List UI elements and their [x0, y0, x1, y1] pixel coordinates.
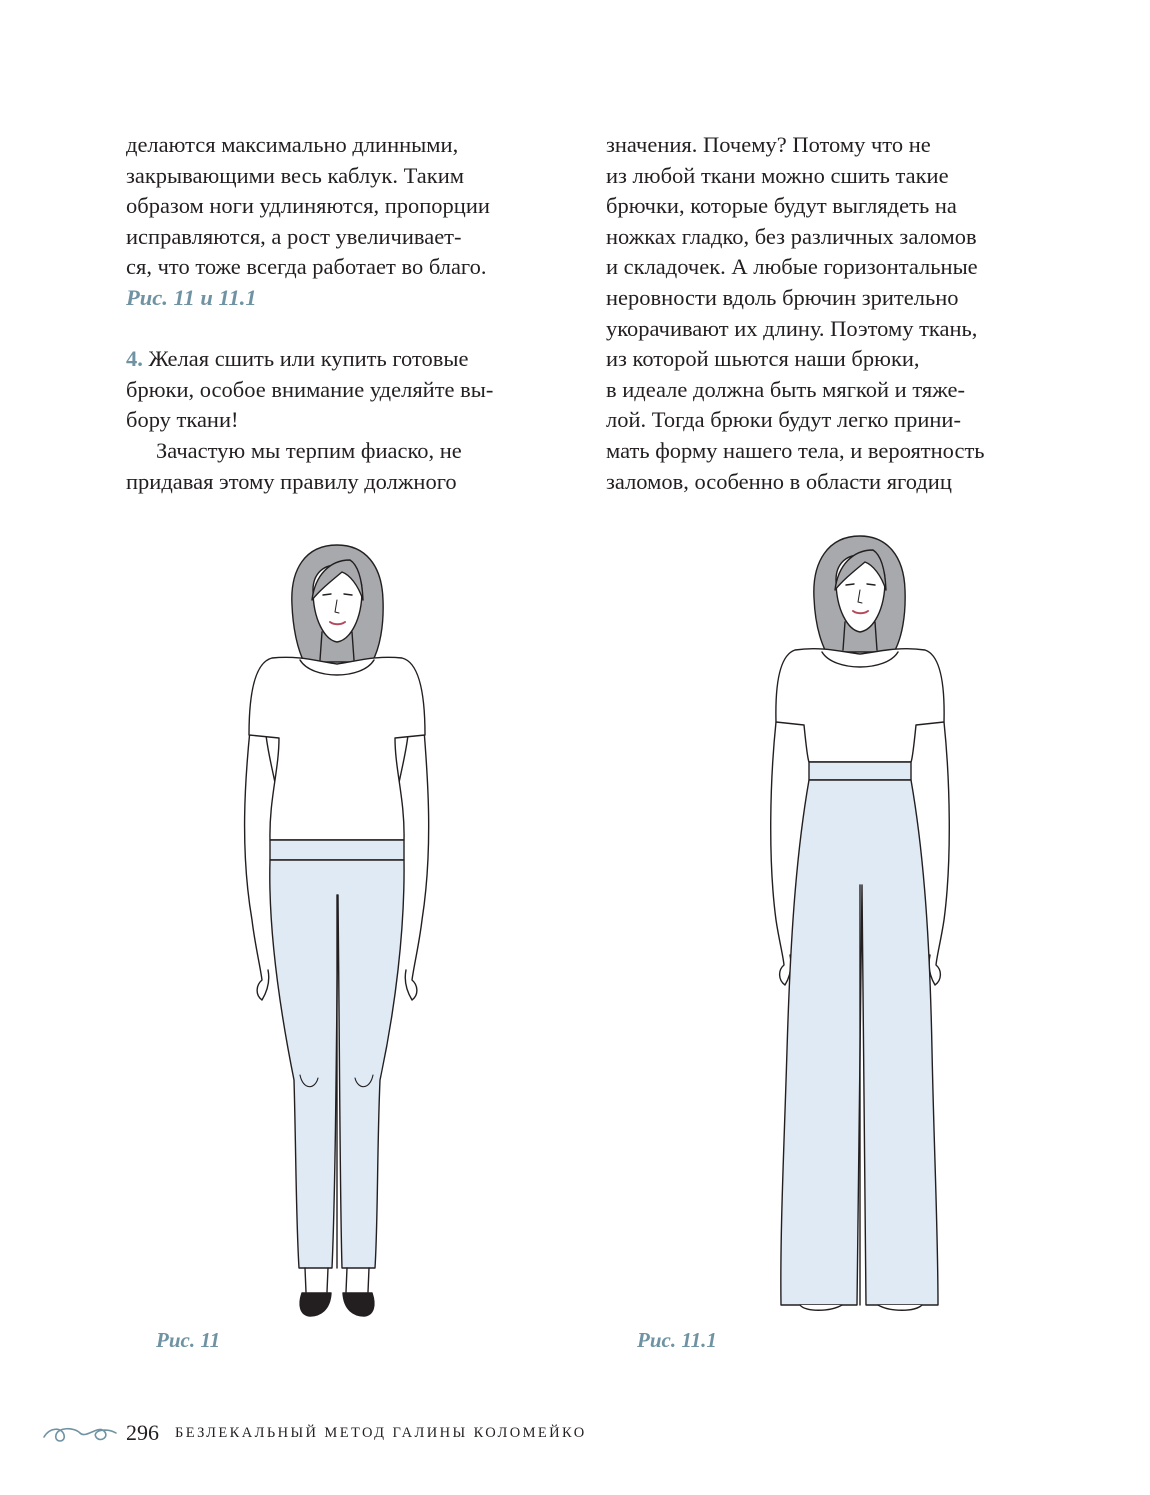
figure-caption: Рис. 11.1	[637, 1328, 717, 1352]
text-line: укорачивают их длину. Поэтому ткань,	[606, 315, 978, 341]
text-line: Зачастую мы терпим фиаско, не	[156, 437, 462, 463]
figure-slim-pants-illustration	[225, 540, 455, 1330]
running-title: БЕЗЛЕКАЛЬНЫЙ МЕТОД ГАЛИНЫ КОЛОМЕЙКО	[175, 1424, 587, 1441]
flourish-ornament-icon	[40, 1419, 120, 1447]
text-line: Желая сшить или купить готовые	[142, 346, 469, 372]
text-line: делаются максимально длинными,	[126, 132, 459, 157]
left-column	[126, 130, 576, 497]
text-line: в идеале должна быть мягкой и тяже-	[606, 376, 965, 402]
text-line: мать форму нашего тела, и вероятность	[606, 437, 985, 463]
text-line: ся, что тоже всегда работает во благо.	[126, 254, 487, 280]
text-line: закрывающими весь каблук. Таким	[126, 162, 464, 188]
text-line: брючки, которые будут выглядеть на	[606, 193, 957, 219]
figure-wide-pants-illustration	[760, 530, 960, 1320]
text-line: лой. Тогда брюки будут легко прини-	[606, 407, 961, 433]
text-line: брюки, особое внимание уделяйте вы-	[126, 376, 494, 402]
numbered-paragraph-start	[126, 344, 576, 375]
figure-caption: Рис. 11	[156, 1328, 221, 1352]
item-number: 4.	[126, 346, 143, 372]
page-number: 296	[126, 1420, 159, 1445]
right-column	[606, 130, 1066, 497]
text-line: придавая этому правилу должного	[126, 468, 457, 494]
text-line: исправляются, а рост увеличивает-	[126, 223, 462, 249]
text-line: ножках гладко, без различных заломов	[606, 223, 977, 249]
text-line: неровности вдоль брючин зрительно	[606, 284, 959, 310]
text-line: и складочек. А любые горизонтальные	[606, 254, 978, 280]
text-line: значения. Почему? Потому что не	[606, 132, 931, 157]
text-line: бору ткани!	[126, 407, 239, 433]
text-line: образом ноги удлиняются, пропорции	[126, 193, 490, 219]
text-line: из любой ткани можно сшить такие	[606, 162, 949, 188]
text-line: из которой шьются наши брюки,	[606, 346, 920, 372]
figure-reference: Рис. 11 и 11.1	[126, 284, 257, 310]
text-line: заломов, особенно в области ягодиц	[606, 468, 952, 494]
page-footer	[40, 1418, 587, 1448]
